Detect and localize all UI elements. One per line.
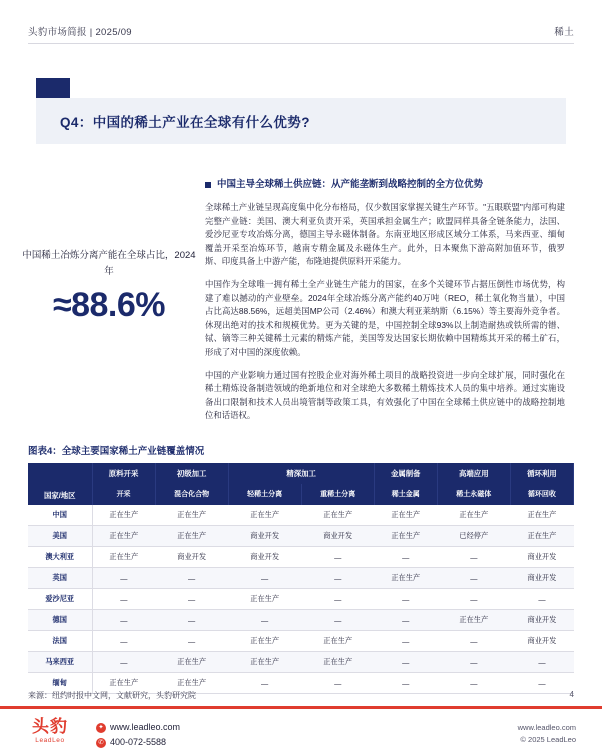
table-cell: 商业开发 bbox=[155, 547, 228, 568]
table-cell: 商业开发 bbox=[510, 568, 573, 589]
table-cell: — bbox=[92, 610, 155, 631]
table-cell: 正在生产 bbox=[92, 505, 155, 526]
table-row bbox=[28, 652, 574, 673]
table-cell: 已经停产 bbox=[437, 526, 510, 547]
table-cell: 正在生产 bbox=[437, 505, 510, 526]
body-column bbox=[205, 178, 565, 432]
table-cell: — bbox=[155, 631, 228, 652]
table-cell: 正在生产 bbox=[155, 652, 228, 673]
square-bullet-icon bbox=[205, 182, 211, 188]
table-cell: 商业开发 bbox=[228, 526, 301, 547]
table-cell: 正在生产 bbox=[374, 505, 437, 526]
logo-english-text: LeadLeo bbox=[35, 737, 65, 744]
table-cell: 正在生产 bbox=[437, 610, 510, 631]
table-cell: — bbox=[228, 610, 301, 631]
table-sub-header: 循环回收 bbox=[510, 484, 573, 505]
table-cell: — bbox=[155, 568, 228, 589]
table-row-country: 法国 bbox=[28, 631, 92, 652]
table-row bbox=[28, 526, 574, 547]
page-footer bbox=[0, 712, 602, 753]
table-corner-header: 国家/地区 bbox=[28, 463, 92, 505]
phone-icon: ✆ bbox=[96, 738, 106, 748]
table-cell: — bbox=[92, 568, 155, 589]
table-sub-header: 混合化合物 bbox=[155, 484, 228, 505]
table-sub-header: 轻稀土分离 bbox=[228, 484, 301, 505]
source-note: 来源：纽约时报中文网，文献研究，头豹研究院 bbox=[28, 691, 196, 700]
statistic-value: ≈88.6% bbox=[52, 286, 166, 324]
table-cell: — bbox=[374, 610, 437, 631]
logo-chinese-text: 头豹 bbox=[32, 717, 68, 736]
table-cell: — bbox=[301, 547, 374, 568]
table-cell: 正在生产 bbox=[510, 526, 573, 547]
table-sub-header: 稀土永磁体 bbox=[437, 484, 510, 505]
table-cell: — bbox=[374, 547, 437, 568]
figure-title: 图表4：全球主要国家稀土产业链覆盖情况 bbox=[28, 446, 205, 457]
table-cell: 正在生产 bbox=[155, 673, 228, 694]
footer-copyright: © 2025 LeadLeo bbox=[520, 735, 576, 744]
table-cell: 正在生产 bbox=[374, 568, 437, 589]
table-cell: — bbox=[301, 568, 374, 589]
question-banner bbox=[36, 98, 566, 144]
table-row-country: 缅甸 bbox=[28, 673, 92, 694]
table-cell: — bbox=[301, 589, 374, 610]
page-header bbox=[28, 24, 574, 38]
table-row bbox=[28, 547, 574, 568]
table-row bbox=[28, 568, 574, 589]
table-cell: — bbox=[510, 589, 573, 610]
table-cell: — bbox=[374, 589, 437, 610]
table-cell: 正在生产 bbox=[510, 505, 573, 526]
table-row-country: 马来西亚 bbox=[28, 652, 92, 673]
table-row bbox=[28, 631, 574, 652]
globe-icon: ✦ bbox=[96, 723, 106, 733]
table-cell: — bbox=[228, 673, 301, 694]
table-row-country: 美国 bbox=[28, 526, 92, 547]
table-cell: 正在生产 bbox=[155, 526, 228, 547]
table-cell: — bbox=[437, 589, 510, 610]
header-divider bbox=[28, 43, 574, 44]
question-text: Q4：中国的稀土产业在全球有什么优势? bbox=[60, 115, 310, 130]
table-group-header: 初级加工 bbox=[155, 463, 228, 484]
table-sub-header: 开采 bbox=[92, 484, 155, 505]
table-cell: — bbox=[155, 610, 228, 631]
table-row bbox=[28, 505, 574, 526]
table-cell: 商业开发 bbox=[510, 547, 573, 568]
table-row bbox=[28, 610, 574, 631]
body-paragraph: 中国作为全球唯一拥有稀土全产业链生产能力的国家，在多个关键环节占据压倒性市场优势，构建了难以撼动的产业壁垒。2024年全球冶炼分离产能约40万吨（REO，稀土氧化物当量），中国占比高达88.56%，远超美国MP公司（2.46%）和澳大利亚莱纳斯（6.15%）等主要海外竞争者。休现出绝对的技术和规模优势。更为关键的是，中国控制全球93%以上制造耐热或铁所需的镨、铽、镝等三种关键稀土元素的精炼产能，美国等发达国家长期依赖中国精炼其开采的稀土矿石，形成了对中国的深度依赖。 bbox=[205, 278, 565, 357]
table-cell: — bbox=[374, 652, 437, 673]
table-cell: 商业开发 bbox=[228, 547, 301, 568]
table-cell: 正在生产 bbox=[155, 505, 228, 526]
table-cell: — bbox=[92, 652, 155, 673]
table-cell: — bbox=[437, 568, 510, 589]
coverage-table bbox=[28, 463, 574, 694]
table-cell: 商业开发 bbox=[510, 631, 573, 652]
table-cell: 正在生产 bbox=[301, 631, 374, 652]
footer-divider bbox=[0, 706, 602, 709]
footer-right bbox=[518, 722, 576, 746]
table-cell: — bbox=[301, 610, 374, 631]
table-sub-header: 重稀土分离 bbox=[301, 484, 374, 505]
body-heading bbox=[205, 178, 565, 192]
question-marker bbox=[36, 78, 70, 98]
table-row-country: 德国 bbox=[28, 610, 92, 631]
table-cell: — bbox=[437, 673, 510, 694]
header-right-text: 稀土 bbox=[554, 27, 574, 38]
table-cell: — bbox=[437, 547, 510, 568]
footer-phone: 400-072-5588 bbox=[110, 737, 167, 747]
body-heading-text: 中国主导全球稀土供应链：从产能垄断到战略控制的全方位优势 bbox=[217, 179, 484, 190]
table-cell: 正在生产 bbox=[228, 652, 301, 673]
table-cell: — bbox=[374, 673, 437, 694]
footer-url[interactable]: www.leadleo.com bbox=[517, 723, 576, 732]
logo bbox=[22, 718, 78, 744]
table-row-country: 英国 bbox=[28, 568, 92, 589]
table-group-header: 原料开采 bbox=[92, 463, 155, 484]
table-cell: — bbox=[437, 631, 510, 652]
table-row-country: 澳大利亚 bbox=[28, 547, 92, 568]
table-cell: 正在生产 bbox=[301, 652, 374, 673]
statistic-block bbox=[20, 248, 198, 325]
table-cell: — bbox=[437, 652, 510, 673]
table-group-header: 精深加工 bbox=[228, 463, 374, 484]
table-group-header: 金属制备 bbox=[374, 463, 437, 484]
table-cell: — bbox=[510, 652, 573, 673]
table-cell: — bbox=[155, 589, 228, 610]
table-cell: — bbox=[92, 631, 155, 652]
table-cell: 商业开发 bbox=[510, 610, 573, 631]
table-cell: 正在生产 bbox=[301, 505, 374, 526]
table-cell: 正在生产 bbox=[92, 526, 155, 547]
table-cell: 正在生产 bbox=[228, 589, 301, 610]
statistic-caption: 中国稀土冶炼分离产能在全球占比，2024年 bbox=[22, 250, 196, 277]
table-cell: — bbox=[92, 589, 155, 610]
page-number: 4 bbox=[569, 690, 574, 699]
table-row-country: 爱沙尼亚 bbox=[28, 589, 92, 610]
header-left-text: 头豹市场简报 | 2025/09 bbox=[28, 27, 132, 38]
table-cell: 正在生产 bbox=[374, 526, 437, 547]
body-paragraph: 中国的产业影响力通过国有控股企业对海外稀土项目的战略投资进一步向全球扩展，同时强化在稀土精炼设备制造领域的绝新地位和对全球绝大多数稀土精炼技术人员的集中培养。通过实施设备出口限制和技术人员出境管制等政策工具，有效强化了中国在全球稀土供应链中的战略控制地位和话语权。 bbox=[205, 369, 565, 421]
body-paragraph: 全球稀土产业链呈现高度集中化分布格局，仅少数国家掌握关键生产环节。"五眼联盟"内部可构建完整产业链：美国、澳大利亚负责开采，英国承担金属生产；欧盟同样具备全链条能力，法国、爱沙尼亚专攻冶炼分离，德国主导永磁体制备。东南亚地区形成区域分工体系，马来西亚、缅甸覆盖开采至冶炼环节，越南专精金属及永磁体生产。此外，日本聚焦下游高附加值环节，俄罗斯、印度具备上中游产能，布隆迪提供原料开采能力。 bbox=[205, 202, 565, 267]
table-cell: 正在生产 bbox=[92, 547, 155, 568]
table-cell: — bbox=[510, 673, 573, 694]
table-cell: — bbox=[374, 631, 437, 652]
table-row bbox=[28, 589, 574, 610]
table-cell: 商业开发 bbox=[301, 526, 374, 547]
table-cell: — bbox=[301, 673, 374, 694]
table-cell: — bbox=[228, 568, 301, 589]
table-cell: 正在生产 bbox=[228, 505, 301, 526]
footer-contact bbox=[96, 720, 180, 750]
table-group-header: 循环利用 bbox=[510, 463, 573, 484]
table-cell: 正在生产 bbox=[92, 673, 155, 694]
table-sub-header: 稀土金属 bbox=[374, 484, 437, 505]
table-row-country: 中国 bbox=[28, 505, 92, 526]
table-group-header: 高端应用 bbox=[437, 463, 510, 484]
table-cell: 正在生产 bbox=[228, 631, 301, 652]
footer-website[interactable]: www.leadleo.com bbox=[110, 722, 181, 732]
